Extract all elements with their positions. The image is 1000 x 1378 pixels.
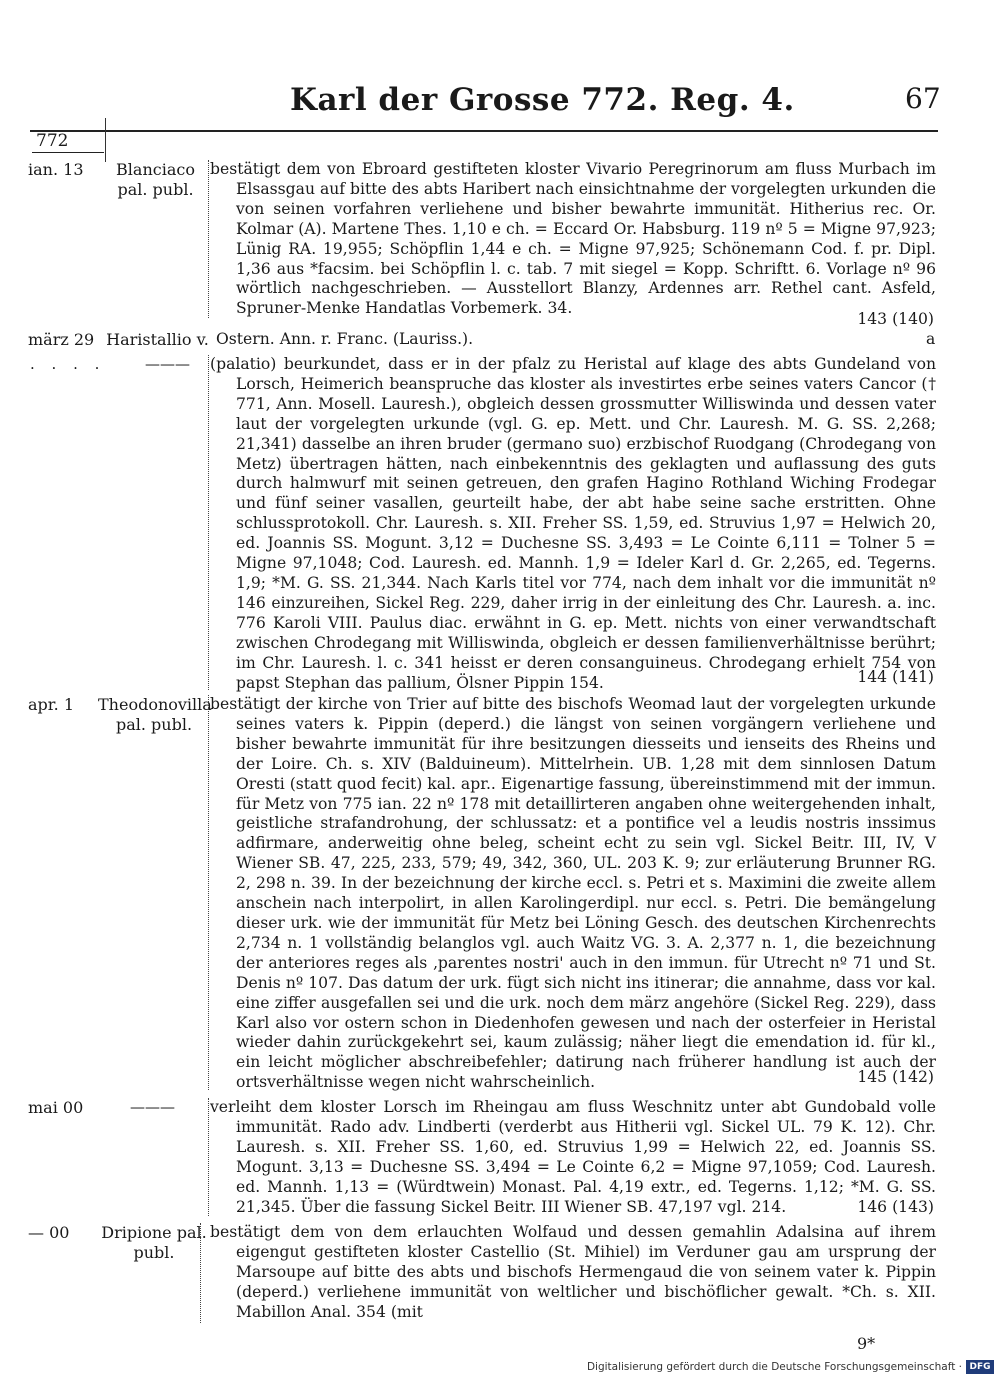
header-rule [30,130,938,132]
entry-number: 146 (143) [857,1198,934,1216]
entry-text: verleiht dem kloster Lorsch im Rheingau am fluss Weschnitz unter abt Gundobald volle immunität. Rado adv. Lindberti (verderbt aus Hitherii vgl. Sickel UL. 79 K. 12). Chr. Lauresh. s. XII. Freher SS. 1,60, ed. Struvius 1,99 = Helwich 22, ed. Joannis SS. Mogunt. 3,13 = Duchesne SS. 3,494 = Le Cointe 6,2 = Migne 97,1059; Cod. Lauresh. ed. Mannh. 1,13 = (Würdtwein) Monast. Pal. 4,19 extr., ed. Tegerns. 1,12; *M. G. SS. 21,345. Über die fassung Sickel Beitr. III Wiener SB. 47,197 vgl. 214. [210,1098,936,1216]
column-divider [105,118,106,162]
column-rule [208,1098,209,1216]
entry-letter: a [926,330,936,348]
entry-text: (palatio) beurkundet, dass er in der pfalz zu Heristal auf klage des abts Gundeland von Lorsch, Heimerich beanspruche das kloster als investirtes erbe seines vaters Cancor († 771, Ann. Mosell. Lauresh.), obgleich dessen grossmutter Williswinda und dessen vater laut der vorgelegten urkunde (vgl. G. ep. Mett. und Chr. Lauresh. M. G. SS. 2,268; 21,341) dasselbe an ihren bruder (germano suo) erzbischof Ruodgang (Chrodegang von Metz) übertragen hätten, nach einbekenntnis des geklagten und auflassung des guts durch halmwurf mit seinen getreuen, den grafen Hagino Rothland Wiching Frodegar und fünf seiner vasallen, geurteilt habe, der abt habe seine sache erstritten. Ohne schlussprotokoll. Chr. Lauresh. s. XII. Freher SS. 1,59, ed. Struvius 1,97 = Helwich 20, ed. Joannis SS. Mogunt. 3,12 = Duchesne SS. 3,493 = Le Cointe 6,111 = Tolner 5 = Migne 97,1048; Cod. Lauresh. ed. Mannh. 1,9 = Ideler Karl d. Gr. 2,265, ed. Tegerns. 1,9; *M. G. SS. 21,344. Nach Karls titel vor 774, nach dem inhalt vor die immunität nº 146 einzureihen, Sickel Reg. 229, daher irrig in der einleitung des Chr. Lauresh. a. inc. 776 Karoli VIII. Paulus diac. erwähnt in G. ep. Mett. nichts von einer verwandtschaft zwischen Chrodegang mit Williswinda, obgleich er dessen familienverhältnisse berührt; im Chr. Lauresh. l. c. 341 heisst er deren consanguineus. Chrodegang erhielt 754 von papst Stephan das pallium, Ölsner Pippin 154. [210,355,936,692]
folio-signature: 9* [857,1334,876,1353]
entry-text: bestätigt dem von Ebroard gestifteten kloster Vivario Peregrinorum am fluss Murbach im Elsassgau auf bitte des abts Haribert nach einsichtnahme der vorgelegten urkunden die von seinen vorfahren verliehene und bisher bewahrte immunität. Hitherius rec. Or. Kolmar (A). Martene Thes. 1,10 e ch. = Eccard Or. Habsburg. 119 nº 5 = Migne 97,923; Lünig RA. 19,955; Schöpflin 1,44 e ch. = Migne 97,925; Schönemann Cod. f. pr. Dipl. 1,36 aus *facsim. bei Schöpflin l. c. tab. 7 mit siegel = Kopp. Schriftt. 6. Vorlage nº 96 wörtlich nachgeschrieben. — Ausstellort Blanzy, Ardennes arr. Rethel cant. Asfeld, Spruner-Menke Handatlas Vorbemerk. 34. [210,160,936,318]
entry-date: märz 29 [28,330,95,349]
footer [560,1358,1000,1378]
column-rule [208,355,209,690]
entry-place: Theodonovilla pal. publ. [98,695,212,734]
column-rule [208,695,209,1090]
page-number: 67 [905,82,941,115]
entry-number: 145 (142) [857,1068,934,1086]
entry-text: Ostern. Ann. r. Franc. (Lauriss.). [216,330,474,348]
year-tag: 772 [36,131,69,151]
entry-date: ian. 13 [28,160,84,179]
entry-place: Dripione pal. publ. [101,1223,207,1262]
column-rule [208,160,209,318]
entry-text: bestätigt der kirche von Trier auf bitte des bischofs Weomad laut der vorgelegten urkunde seines vaters k. Pippin (deperd.) die längst von seinen vorgängern verliehene und bisher bewahrte immunität für ihre besitzungen diesseits und ienseits des Rheins und der Loire. Ch. s. XIV (Balduineum). Mittelrhein. UB. 1,28 mit dem sinnlosen Datum Oresti (statt quod fecit) kal. apr.. Eigenartige fassung, übereinstimmend mit der immun. für Metz von 775 ian. 22 nº 178 mit detaillirteren angaben ohne weitergehenden inhalt, geistliche strafandrohung, der schlussatz: et a pontifice vel a leudis nostris inssimus adfirmare, anderweitig ohne beleg, scheint echt zu sein vgl. Sickel Beitr. III, IV, V Wiener SB. 47, 225, 233, 579; 49, 342, 360, UL. 203 K. 9; zur erläuterung Brunner RG. 2, 298 n. 39. In der bezeichnung der kirche eccl. s. Petri et s. Maximini die zweite allem anschein nach interpolirt, in allen Karolingerdipl. nur eccl. s. Petri. Die bemängelung dieser urk. wie der immunität für Metz bei Löning Gesch. des deutschen Kirchenrechts 2,734 n. 1 vollständig belanglos vgl. auch Waitz VG. 3. A. 2,377 n. 1, die bezeichnung der anteriores reges als ‚parentes nostri' auch in den immun. für Utrecht nº 71 und St. Denis nº 107. Das datum der urk. fügt sich nicht ins itinerar; die annahme, dass vor kal. eine ziffer ausgefallen sei und die urk. noch dem märz angehöre (Sickel Reg. 229), dass Karl also vor ostern schon in Diedenhofen gewesen und nach der osterfeier in Heristal wieder dahin zurückgekehrt sei, kaum zulässig; näher liegt die emendation id. für kl., ein leicht möglicher abschreibefehler; datirung nach früherer handlung ist auch der ortsverhältnisse wegen nicht wahrscheinlich. [210,695,936,1092]
entry-date: apr. 1 [28,695,75,714]
entry-date: — 00 [28,1223,70,1242]
entry-place: ——— [145,355,190,373]
entry-number: 143 (140) [857,310,934,328]
entry-number: 144 (141) [857,668,934,686]
running-head [0,82,1000,128]
dfg-logo: DFG [966,1360,994,1374]
footer-credit: Digitalisierung gefördert durch die Deutsche Forschungsgemeinschaft · [586,1361,962,1373]
entry-place: ——— [130,1098,175,1116]
entry-place: Blanciaco pal. publ. [116,160,195,199]
entry-place: Haristallio v. [106,330,209,349]
column-rule [200,1223,201,1323]
entry-date: mai 00 [28,1098,84,1117]
year-underline [32,152,104,153]
page-title: Karl der Grosse 772. Reg. 4. [290,82,795,118]
entry-date: . . . . [30,355,106,373]
entry-text: bestätigt dem von dem erlauchten Wolfaud und dessen gemahlin Adalsina auf ihrem eigengut gestifteten kloster Castellio (St. Mihiel) im Verduner gau am ursprung der Marsoupe auf bitte des abts und bischofs Hermengaud die von seinem vater k. Pippin (deperd.) verliehene immunität von weltlicher und bischöflicher gewalt. *Ch. s. XII. Mabillon Anal. 354 (mit [210,1223,936,1321]
